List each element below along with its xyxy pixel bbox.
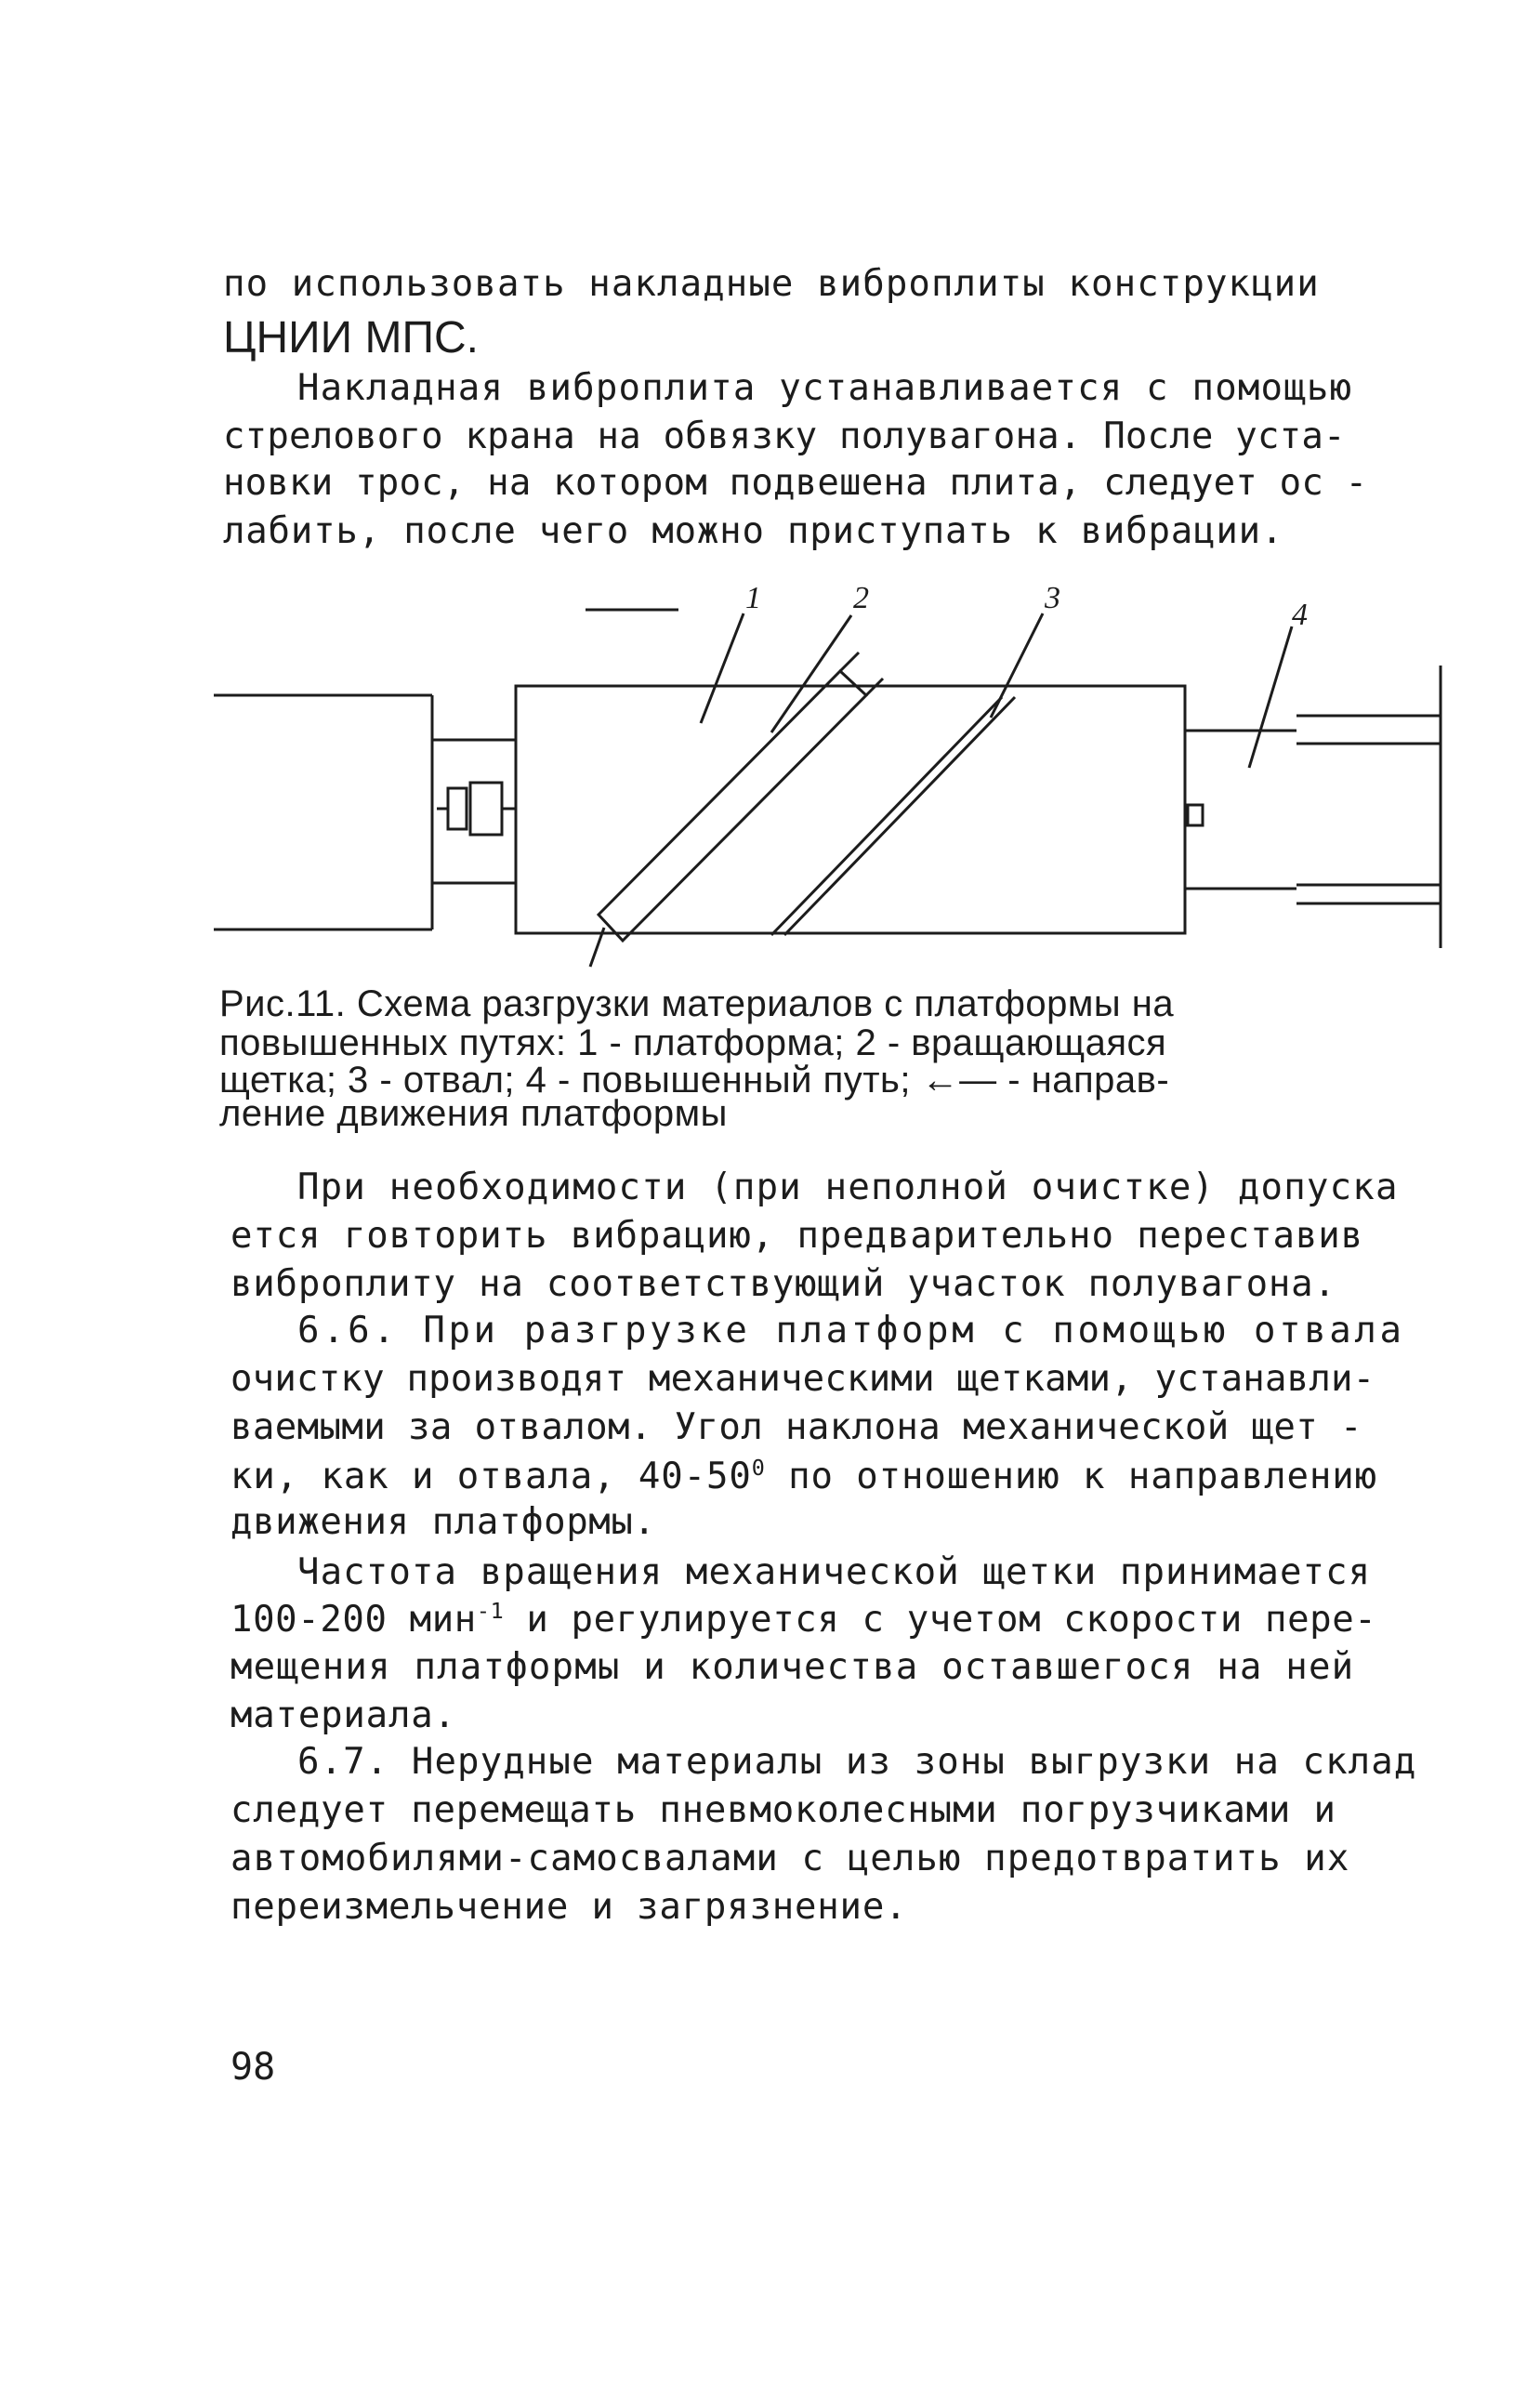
diagram-svg	[195, 576, 1459, 1004]
rotating-brush	[599, 671, 866, 941]
paragraph-4-line-5: движения платформы.	[230, 1501, 656, 1543]
label-3: 3	[1045, 581, 1060, 615]
paragraph-4-line-4	[230, 1457, 1377, 1495]
caption-line-4: ление движения платформы	[219, 1093, 728, 1134]
paragraph-4-line-1: 6.6. При разгрузке платформ с помощью отвала	[297, 1310, 1405, 1351]
paragraph-1-line-2: ЦНИИ МПС.	[223, 313, 479, 363]
label-4: 4	[1292, 598, 1308, 632]
paragraph-5-line-4: материала.	[230, 1694, 456, 1736]
paragraph-6-line-1: 6.7. Нерудные материалы из зоны выгрузки на склад	[297, 1741, 1417, 1783]
paragraph-4-line-4-text: ки, как и отвала, 40-50	[230, 1456, 752, 1497]
left-buffer	[470, 783, 502, 835]
blade	[771, 697, 1002, 935]
caption-line-3: щетка; 3 - отвал; 4 - повышенный путь; ←— - направ-	[219, 1060, 1170, 1101]
paragraph-2-line-2: стрелового крана на обвязку полувагона. После уста-	[223, 415, 1346, 457]
minus-one-superscript: -1	[476, 1598, 505, 1624]
paragraph-4-line-4-rest: по отношению к направлению	[765, 1456, 1377, 1497]
paragraph-2-line-3: новки трос, на котором подвешена плита, следует ос -	[223, 462, 1368, 504]
paragraph-5-line-2-text: 100-200 мин	[230, 1599, 477, 1641]
paragraph-6-line-2: следует перемещать пневмоколесными погрузчиками и	[230, 1789, 1336, 1831]
paragraph-2-line-1: Накладная виброплита устанавливается с помощью	[297, 367, 1353, 409]
paragraph-5-line-3: мещения платформы и количества оставшегося на ней	[230, 1646, 1355, 1688]
paragraph-4-line-3: ваемыми за отвалом. Угол наклона механической щет -	[230, 1406, 1362, 1448]
right-coupler	[1188, 805, 1203, 825]
paragraph-4-line-2: очистку производят механическими щетками, устанавли-	[230, 1358, 1375, 1400]
label-2: 2	[853, 581, 869, 615]
paragraph-6-line-4: переизмельчение и загрязнение.	[230, 1886, 908, 1928]
paragraph-3-line-3: виброплиту на соответствующий участок полувагона.	[230, 1263, 1336, 1305]
paragraph-5-line-1: Частота вращения механической щетки принимается	[297, 1551, 1372, 1593]
platform-unloading-diagram	[195, 576, 1459, 1004]
paragraph-3-line-1: При необходимости (при неполной очистке) допуска	[297, 1167, 1399, 1208]
caption-line-1: Рис.11. Схема разгрузки материалов с платформы на	[219, 983, 1175, 1024]
paragraph-5-line-2-rest: и регулируется с учетом скорости пере-	[504, 1599, 1377, 1641]
paragraph-1-line-1: по использовать накладные виброплиты конструкции	[223, 263, 1320, 305]
paragraph-6-line-3: автомобилями-самосвалами с целью предотвратить их	[230, 1838, 1350, 1879]
paragraph-5-line-2	[230, 1598, 1377, 1641]
paragraph-3-line-2: ется говторить вибрацию, предварительно переставив	[230, 1215, 1363, 1257]
paragraph-2-line-4: лабить, после чего можно приступать к вибрации.	[223, 510, 1284, 552]
caption-line-2: повышенных путях: 1 - платформа; 2 - вращающаяся	[219, 1022, 1167, 1063]
label-1: 1	[745, 581, 761, 615]
left-coupler	[448, 788, 467, 829]
page-number: 98	[230, 2046, 276, 2089]
degree-superscript: 0	[751, 1455, 766, 1481]
